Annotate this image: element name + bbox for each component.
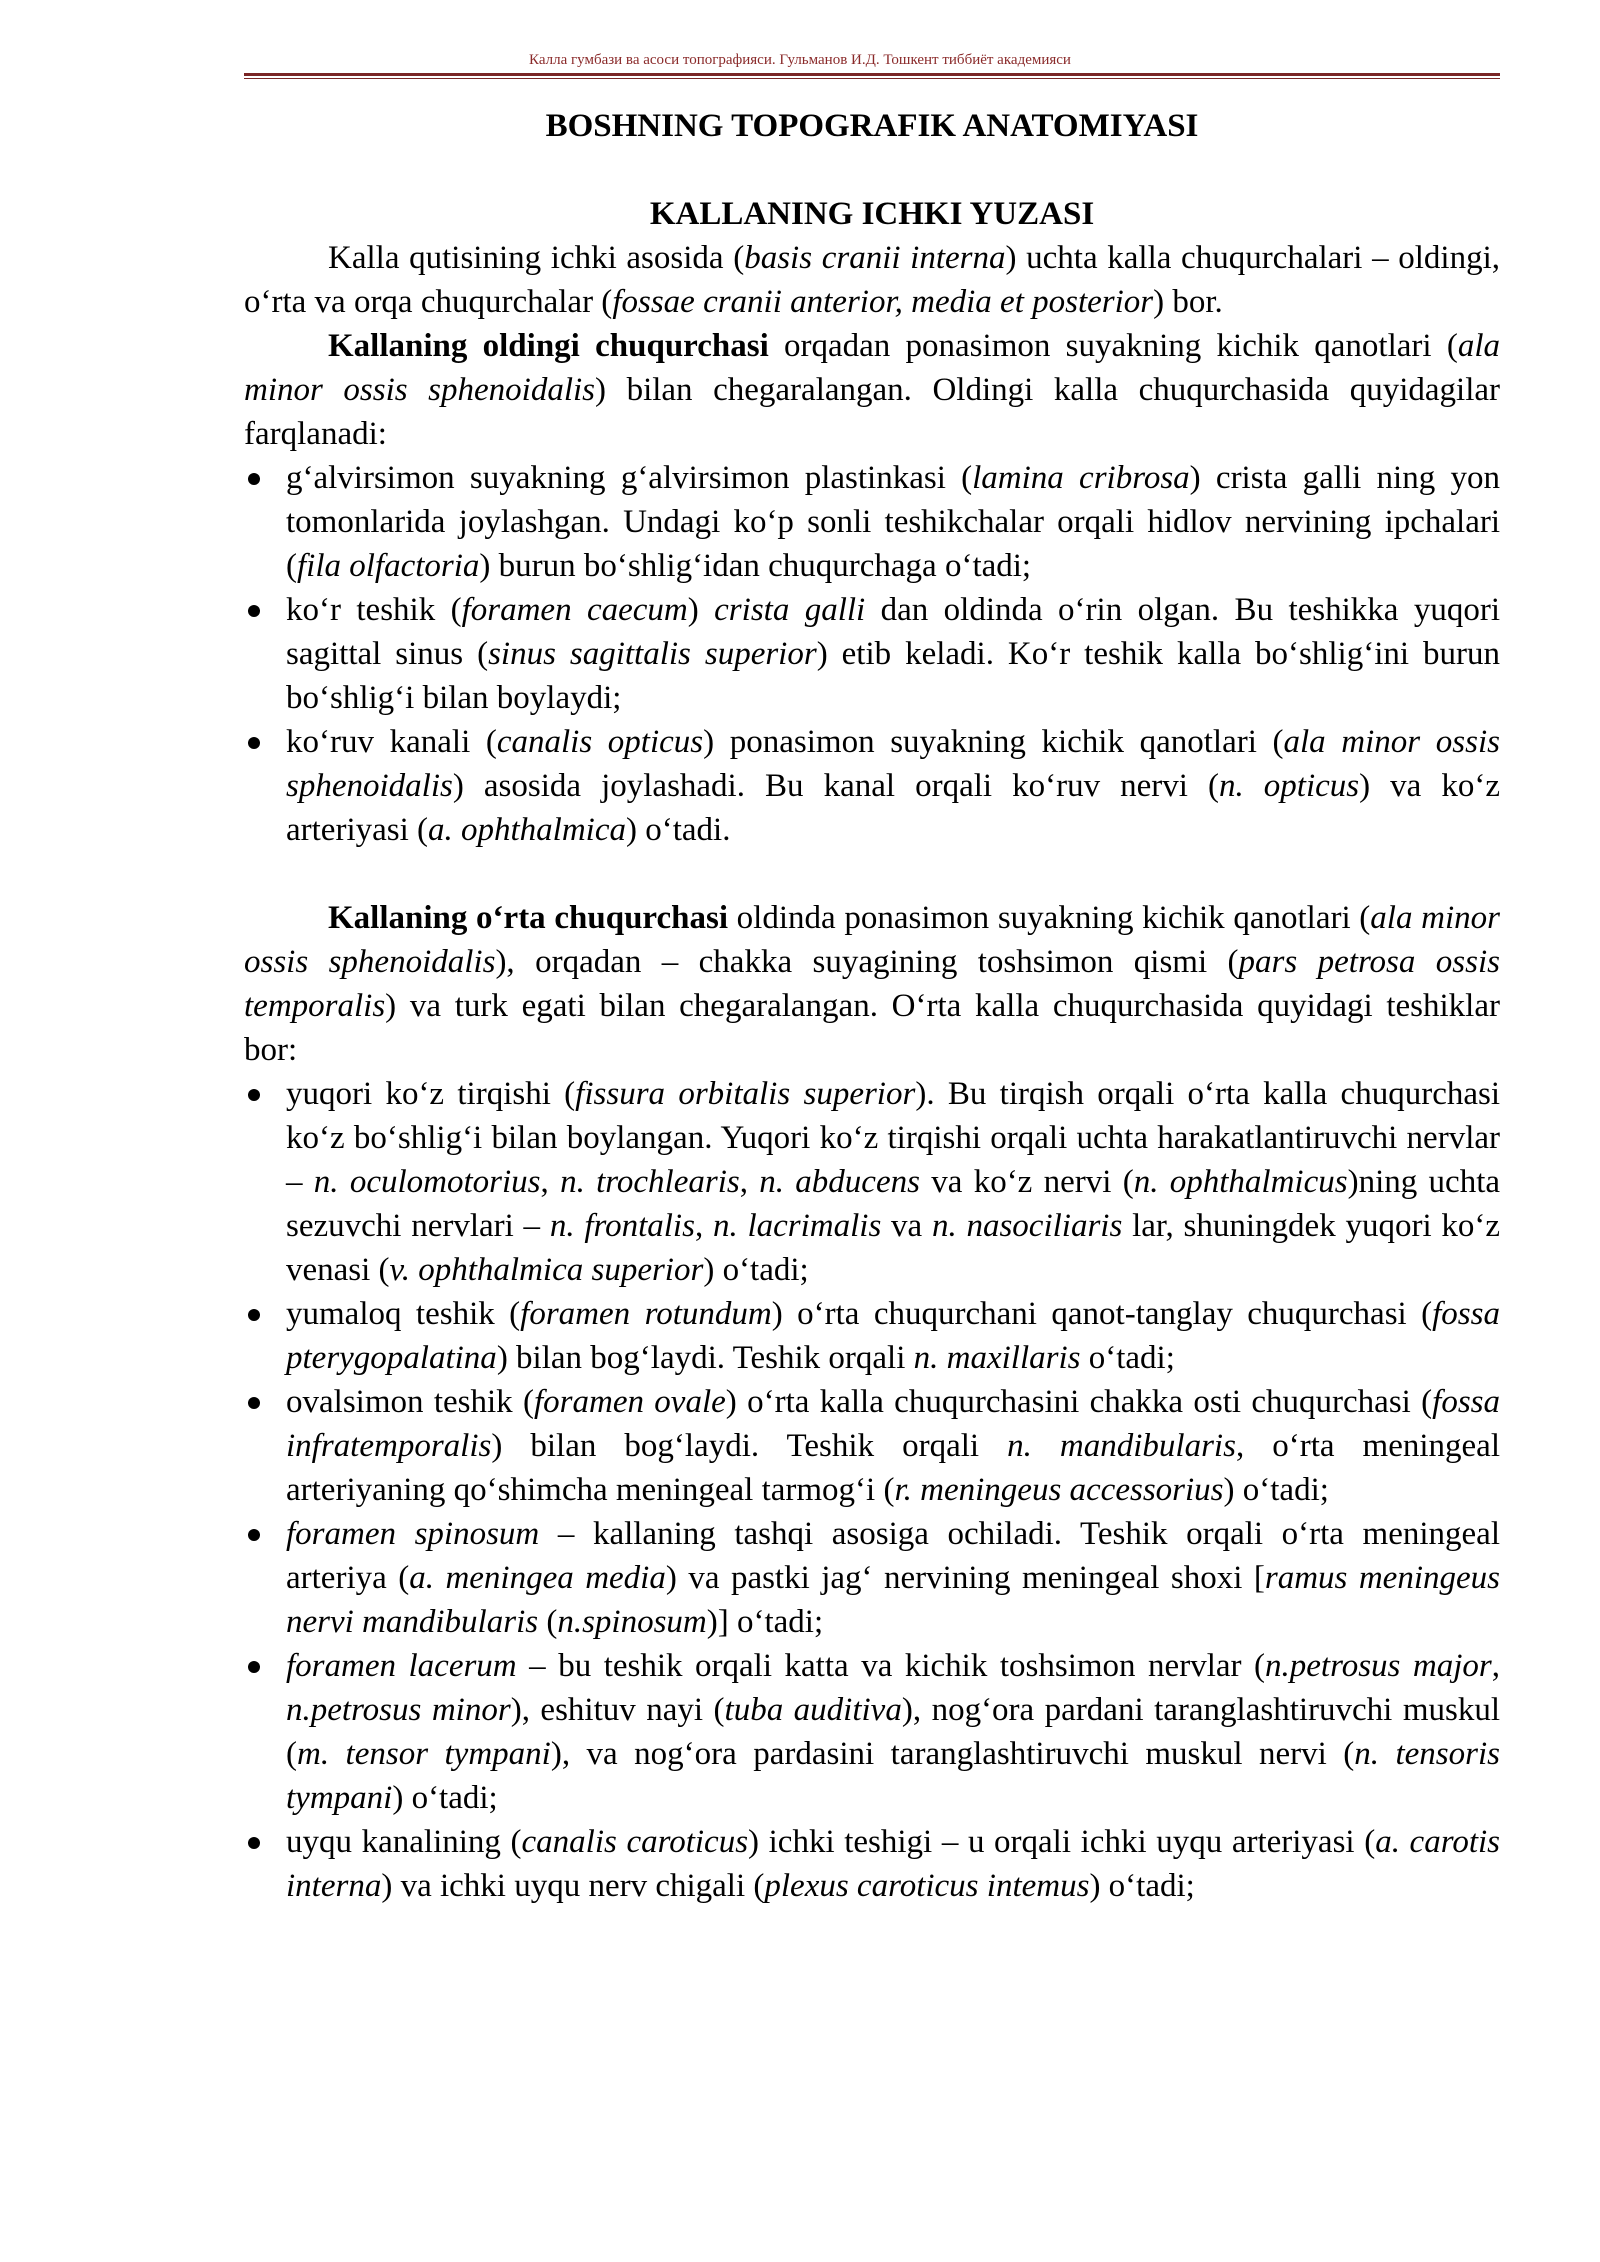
document-body	[244, 104, 1500, 1908]
list-item: ovalsimon teshik (foramen ovale) o‘rta kalla chuqurchasini chakka osti chuqurchasi (fossa infratemporalis) bilan bog‘laydi. Teshik orqali n. mandibularis, o‘rta meningeal arteriyaning qo‘shimcha meningeal tarmog‘i (r. meningeus accessorius) o‘tadi;	[244, 1380, 1500, 1512]
list-item: g‘alvirsimon suyakning g‘alvirsimon plastinkasi (lamina cribrosa) crista galli ning yon tomonlarida joylashgan. Undagi ko‘p sonli teshikchalar orqali hidlov nervining ipchalari (fila olfactoria) burun bo‘shlig‘idan chuqurchaga o‘tadi;	[244, 456, 1500, 588]
middle-fossa-list	[244, 1072, 1500, 1908]
page-title: BOSHNING TOPOGRAFIK ANATOMIYASI	[545, 108, 1199, 144]
list-item: ko‘ruv kanali (canalis opticus) ponasimon suyakning kichik qanotlari (ala minor ossis sphenoidalis) asosida joylashadi. Bu kanal orqali ko‘ruv nervi (n. opticus) va ko‘z arteriyasi (a. ophthalmica) o‘tadi.	[244, 720, 1500, 852]
list-item: yuqori ko‘z tirqishi (fissura orbitalis superior). Bu tirqish orqali o‘rta kalla chuqurchasi ko‘z bo‘shlig‘i bilan boylangan. Yuqori ko‘z tirqishi orqali uchta harakatlantiruvchi nervlar – n. oculomotorius, n. trochlearis, n. abducens va ko‘z nervi (n. ophthalmicus)ning uchta sezuvchi nervlari – n. frontalis, n. lacrimalis va n. nasociliaris lar, shuningdek yuqori ko‘z venasi (v. ophthalmica superior) o‘tadi;	[244, 1072, 1500, 1292]
list-item: uyqu kanalining (canalis caroticus) ichki teshigi – u orqali ichki uyqu arteriyasi (a. carotis interna) va ichki uyqu nerv chigali (plexus caroticus intemus) o‘tadi;	[244, 1820, 1500, 1908]
list-item: yumaloq teshik (foramen rotundum) o‘rta chuqurchani qanot-tanglay chuqurchasi (fossa pterygopalatina) bilan bog‘laydi. Teshik orqali n. maxillaris o‘tadi;	[244, 1292, 1500, 1380]
middle-fossa-heading: Kallaning o‘rta chuqurchasi	[328, 900, 728, 936]
running-header: Калла гумбази ва асоси топографияси. Гульманов И.Д. Тошкент тиббиёт академияси	[529, 52, 1071, 68]
middle-fossa-paragraph: Kallaning o‘rta chuqurchasi oldinda ponasimon suyakning kichik qanotlari (ala minor ossis sphenoidalis), orqadan – chakka suyagining toshsimon qismi (pars petrosa ossis temporalis) va turk egati bilan chegaralangan. O‘rta kalla chuqurchasida quyidagi teshiklar bor:	[244, 900, 1500, 1068]
anterior-fossa-paragraph: Kallaning oldingi chuqurchasi orqadan ponasimon suyakning kichik qanotlari (ala minor ossis sphenoidalis) bilan chegaralangan. Oldingi kalla chuqurchasida quyidagilar farqlanadi:	[244, 328, 1501, 452]
anterior-fossa-list	[244, 456, 1500, 852]
list-item: foramen lacerum – bu teshik orqali katta va kichik toshsimon nervlar (n.petrosus major, n.petrosus minor), eshituv nayi (tuba auditiva), nog‘ora pardani taranglashtiruvchi muskul (m. tensor tympani), va nog‘ora pardasini taranglashtiruvchi muskul nervi (n. tensoris tympani) o‘tadi;	[244, 1644, 1500, 1820]
list-item: ko‘r teshik (foramen caecum) crista galli dan oldinda o‘rin olgan. Bu teshikka yuqori sagittal sinus (sinus sagittalis superior) etib keladi. Ko‘r teshik kalla bo‘shlig‘ini burun bo‘shlig‘i bilan boylaydi;	[244, 588, 1500, 720]
intro-paragraph: Kalla qutisining ichki asosida (basis cranii interna) uchta kalla chuqurchalari – oldingi, o‘rta va orqa chuqurchalar (fossae cranii anterior, media et posterior) bor.	[244, 240, 1500, 320]
header-rule	[244, 73, 1500, 76]
list-item: foramen spinosum – kallaning tashqi asosiga ochiladi. Teshik orqali o‘rta meningeal arteriya (a. meningea media) va pastki jag‘ nervining meningeal shoxi [ramus meningeus nervi mandibularis (n.spinosum)] o‘tadi;	[244, 1512, 1500, 1644]
header-rule-thin	[244, 78, 1500, 79]
paragraph-gap	[244, 852, 1500, 896]
section-title: KALLANING ICHKI YUZASI	[649, 196, 1095, 232]
anterior-fossa-heading: Kallaning oldingi chuqurchasi	[328, 328, 769, 364]
